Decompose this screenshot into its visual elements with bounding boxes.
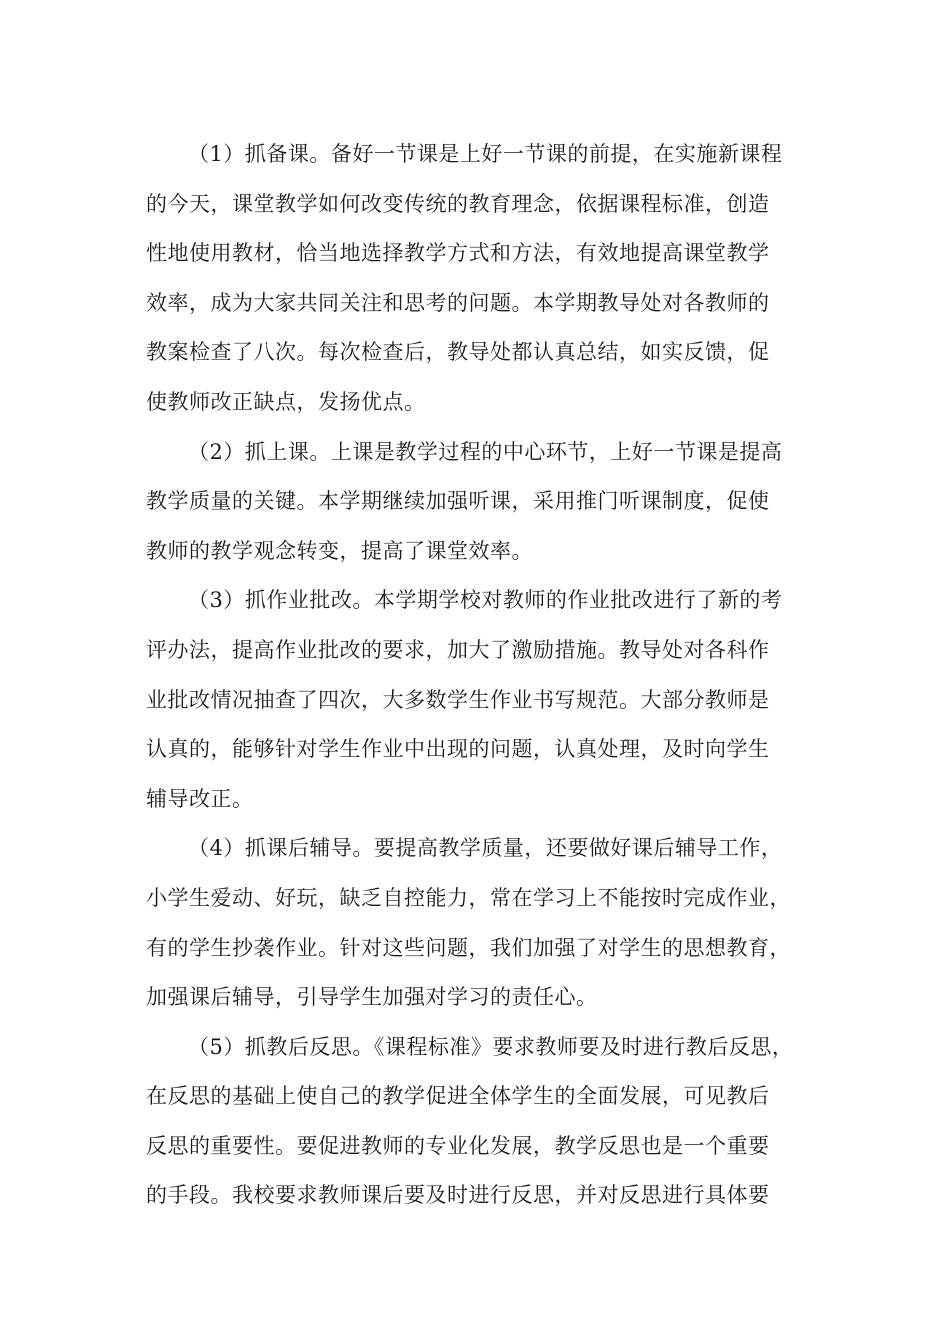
paragraph-line: 教案检查了八次。每次检查后，教导处都认真总结，如实反馈，促: [146, 340, 770, 365]
paragraph-line: 小学生爱动、好玩，缺乏自控能力，常在学习上不能按时完成作业，: [146, 885, 791, 910]
paragraph-line: 辅导改正。: [146, 786, 254, 811]
paragraph-line: 认真的，能够针对学生作业中出现的问题，认真处理，及时向学生: [146, 737, 770, 762]
paragraph-5: [146, 1023, 806, 1221]
paragraph-line: （5）抓教后反思。《课程标准》要求教师要及时进行教后反思，: [188, 1034, 794, 1059]
paragraph-line: 有的学生抄袭作业。针对这些问题，我们加强了对学生的思想教育，: [146, 935, 791, 960]
paragraph-line: 业批改情况抽查了四次，大多数学生作业书写规范。大部分教师是: [146, 687, 770, 712]
paragraph-line: 教学质量的关键。本学期继续加强听课，采用推门听课制度，促使: [146, 489, 770, 514]
paragraph-4: [146, 824, 806, 1022]
paragraph-line: 反思的重要性。要促进教师的专业化发展，教学反思也是一个重要: [146, 1133, 770, 1158]
paragraph-line: 的今天，课堂教学如何改变传统的教育理念，依据课程标准，创造: [146, 191, 770, 216]
paragraph-line: （2）抓上课。上课是教学过程的中心环节，上好一节课是提高: [188, 439, 783, 464]
paragraph-line: 教师的教学观念转变，提高了课堂效率。: [146, 538, 533, 563]
paragraph-line: 在反思的基础上使自己的教学促进全体学生的全面发展，可见教后: [146, 1084, 770, 1109]
paragraph-line: 使教师改正缺点，发扬优点。: [146, 389, 426, 414]
paragraph-line: （4）抓课后辅导。要提高教学质量，还要做好课后辅导工作，: [188, 836, 783, 861]
paragraph-line: 性地使用教材，恰当地选择教学方式和方法，有效地提高课堂教学: [146, 241, 770, 266]
paragraph-line: （1）抓备课。备好一节课是上好一节课的前提，在实施新课程: [188, 142, 783, 166]
paragraph-1: [146, 130, 806, 428]
paragraph-line: 评办法，提高作业批改的要求，加大了激励措施。教导处对各科作: [146, 637, 770, 662]
paragraph-line: 效率，成为大家共同关注和思考的问题。本学期教导处对各教师的: [146, 290, 770, 315]
paragraph-line: 加强课后辅导，引导学生加强对学习的责任心。: [146, 985, 598, 1010]
document-body: [146, 130, 806, 1221]
paragraph-2: [146, 428, 806, 577]
paragraph-line: 的手段。我校要求教师课后要及时进行反思，并对反思进行具体要: [146, 1183, 770, 1208]
paragraph-3: [146, 576, 806, 824]
paragraph-line: （3）抓作业批改。本学期学校对教师的作业批改进行了新的考: [188, 588, 783, 613]
